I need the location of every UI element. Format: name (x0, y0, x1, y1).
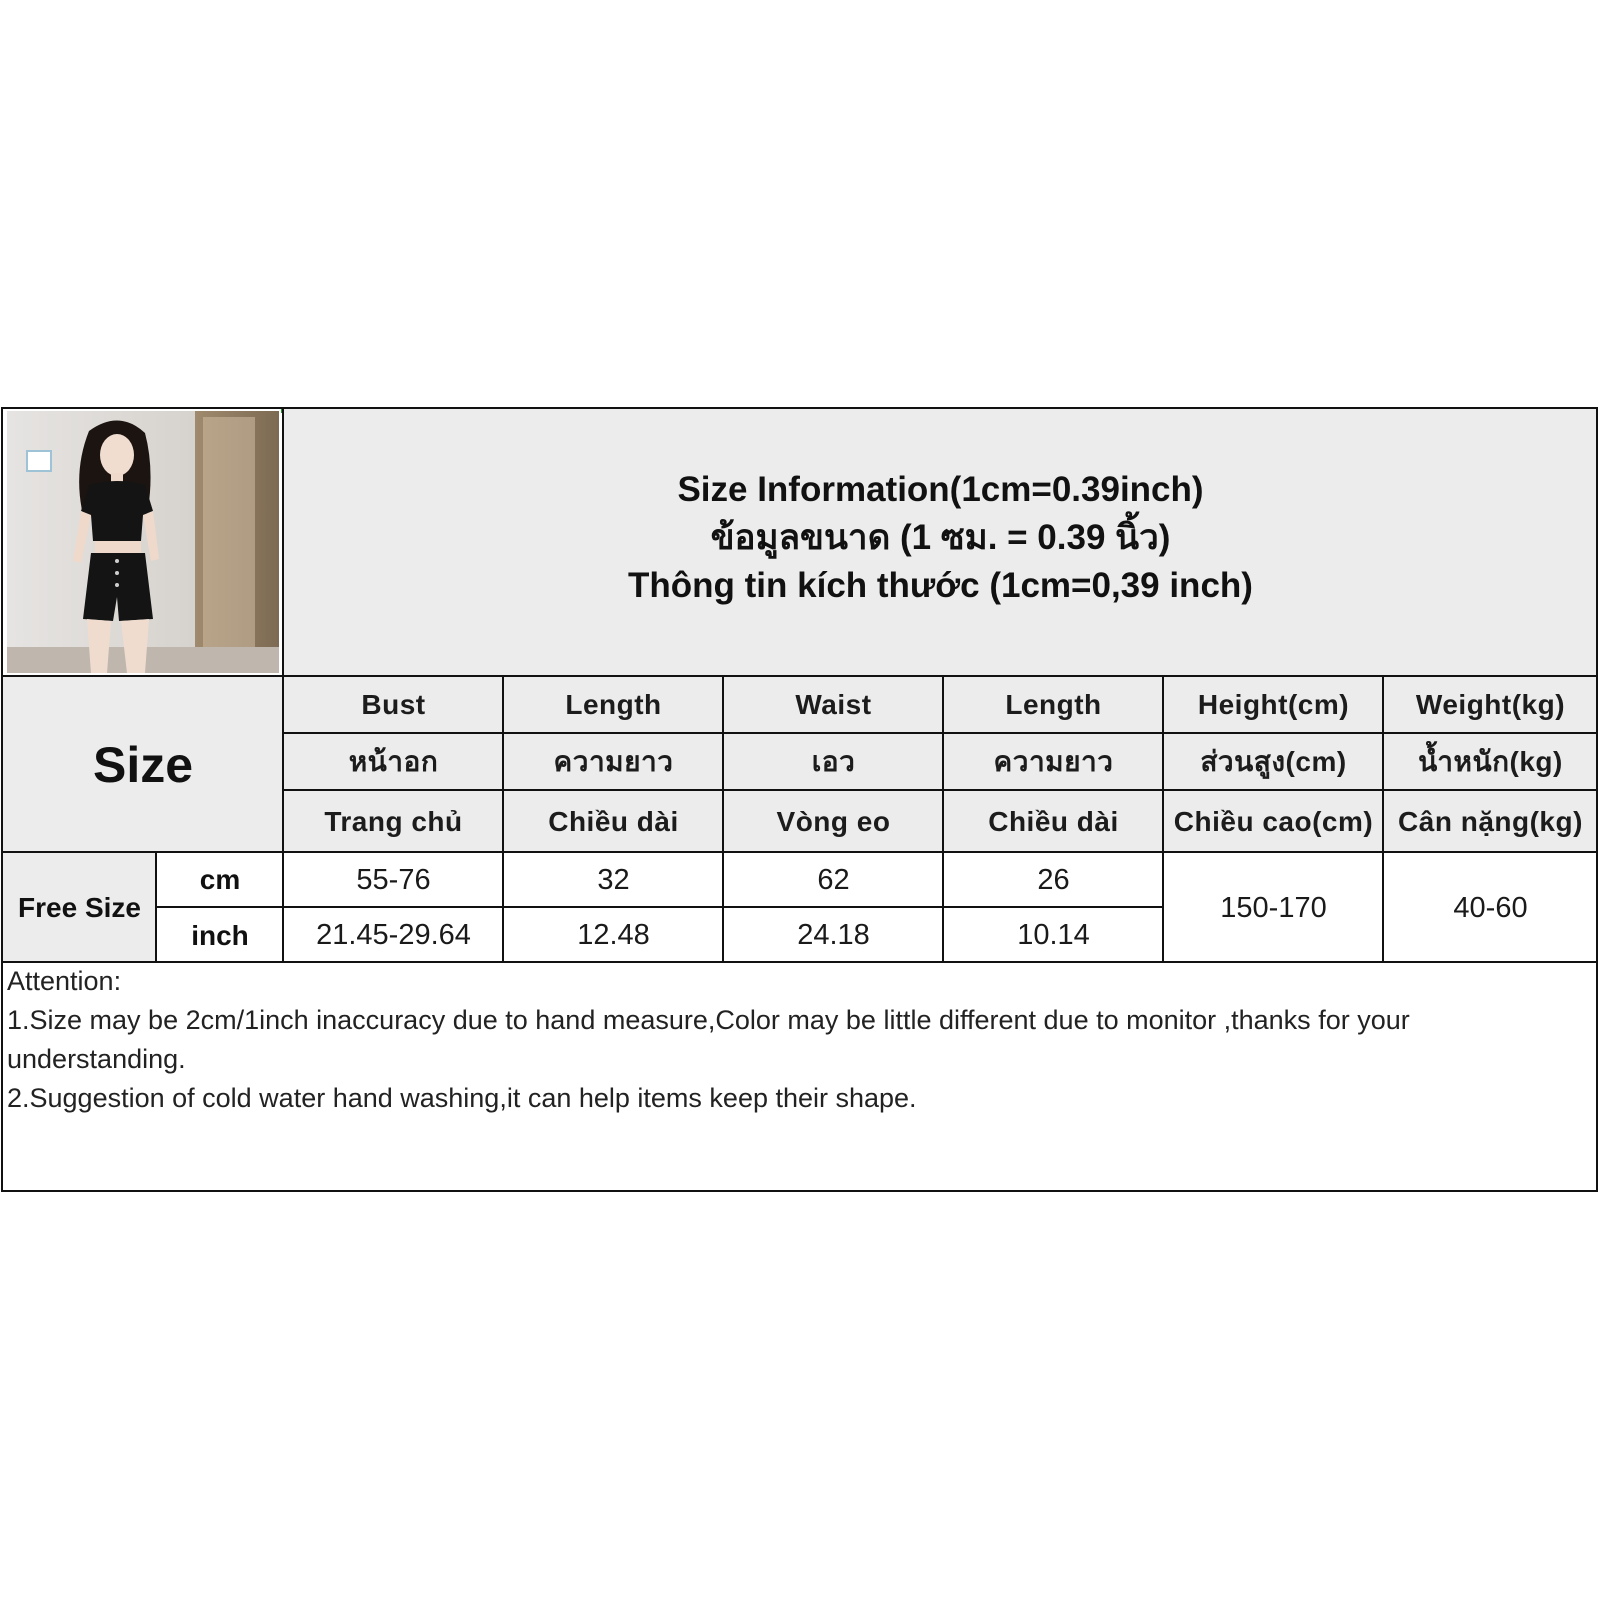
grid-v-5 (1382, 675, 1384, 963)
border-top (1, 407, 1598, 409)
grid-v-2 (722, 675, 724, 963)
header-vi-2: Vòng eo (724, 791, 943, 852)
header-en-3: Length (944, 677, 1163, 733)
border-left (1, 407, 3, 1192)
weight-value: 40-60 (1384, 853, 1597, 963)
notes-line-1: 1.Size may be 2cm/1inch inaccuracy due to hand measure,Color may be little different due to monitor ,thanks for your understanding. (7, 1005, 1410, 1074)
grid-v-photo (282, 407, 284, 963)
grid-h-4 (1, 851, 1598, 853)
cm-value-0: 55-76 (284, 853, 503, 907)
header-en-0: Bust (284, 677, 503, 733)
unit-inch-label: inch (157, 908, 283, 963)
header-th-0: หน้าอก (284, 734, 503, 790)
grid-v-3 (942, 675, 944, 963)
title-area (284, 408, 1597, 676)
grid-h-6 (1, 961, 1598, 963)
title-thai: ข้อมูลขนาด (1 ซม. = 0.39 นิ้ว) (710, 518, 1171, 557)
grid-v-free (155, 851, 157, 963)
header-en-1: Length (504, 677, 723, 733)
notes-line-2: 2.Suggestion of cold water hand washing,it can help items keep their shape. (7, 1083, 917, 1113)
height-value: 150-170 (1164, 853, 1383, 963)
header-vi-1: Chiều dài (504, 791, 723, 852)
header-en-4: Height(cm) (1164, 677, 1383, 733)
size-chart (1, 407, 1598, 1192)
cm-value-1: 32 (504, 853, 723, 907)
notes-heading: Attention: (7, 966, 122, 996)
product-photo (7, 411, 279, 673)
header-th-4: ส่วนสูง(cm) (1164, 734, 1383, 790)
inch-value-1: 12.48 (504, 908, 723, 963)
border-bottom (1, 1190, 1598, 1192)
inch-value-3: 10.14 (944, 908, 1163, 963)
grid-h-1 (1, 675, 1598, 677)
header-en-5: Weight(kg) (1384, 677, 1597, 733)
model-photo-image (7, 411, 279, 673)
header-th-2: เอว (724, 734, 943, 790)
header-vi-3: Chiều dài (944, 791, 1163, 852)
header-en-2: Waist (724, 677, 943, 733)
size-header-cell: Size (3, 677, 283, 852)
header-vi-4: Chiều cao(cm) (1164, 791, 1383, 852)
border-right (1596, 407, 1598, 1192)
grid-h-5 (156, 906, 1163, 908)
inch-value-0: 21.45-29.64 (284, 908, 503, 963)
grid-v-4 (1162, 675, 1164, 963)
header-th-1: ความยาว (504, 734, 723, 790)
title-english: Size Information(1cm=0.39inch) (677, 470, 1204, 509)
unit-cm-label: cm (157, 853, 283, 907)
free-size-label: Free Size (3, 853, 156, 963)
grid-v-1 (502, 675, 504, 963)
title-vietnamese: Thông tin kích thước (1cm=0,39 inch) (628, 566, 1253, 605)
header-th-3: ความยาว (944, 734, 1163, 790)
inch-value-2: 24.18 (724, 908, 943, 963)
cm-value-2: 62 (724, 853, 943, 907)
grid-h-2 (283, 732, 1598, 734)
grid-h-3 (283, 789, 1598, 791)
attention-notes (7, 962, 1592, 1118)
cm-value-3: 26 (944, 853, 1163, 907)
header-vi-0: Trang chủ (284, 791, 503, 852)
header-th-5: น้ำหนัก(kg) (1384, 734, 1597, 790)
header-vi-5: Cân nặng(kg) (1384, 791, 1597, 852)
